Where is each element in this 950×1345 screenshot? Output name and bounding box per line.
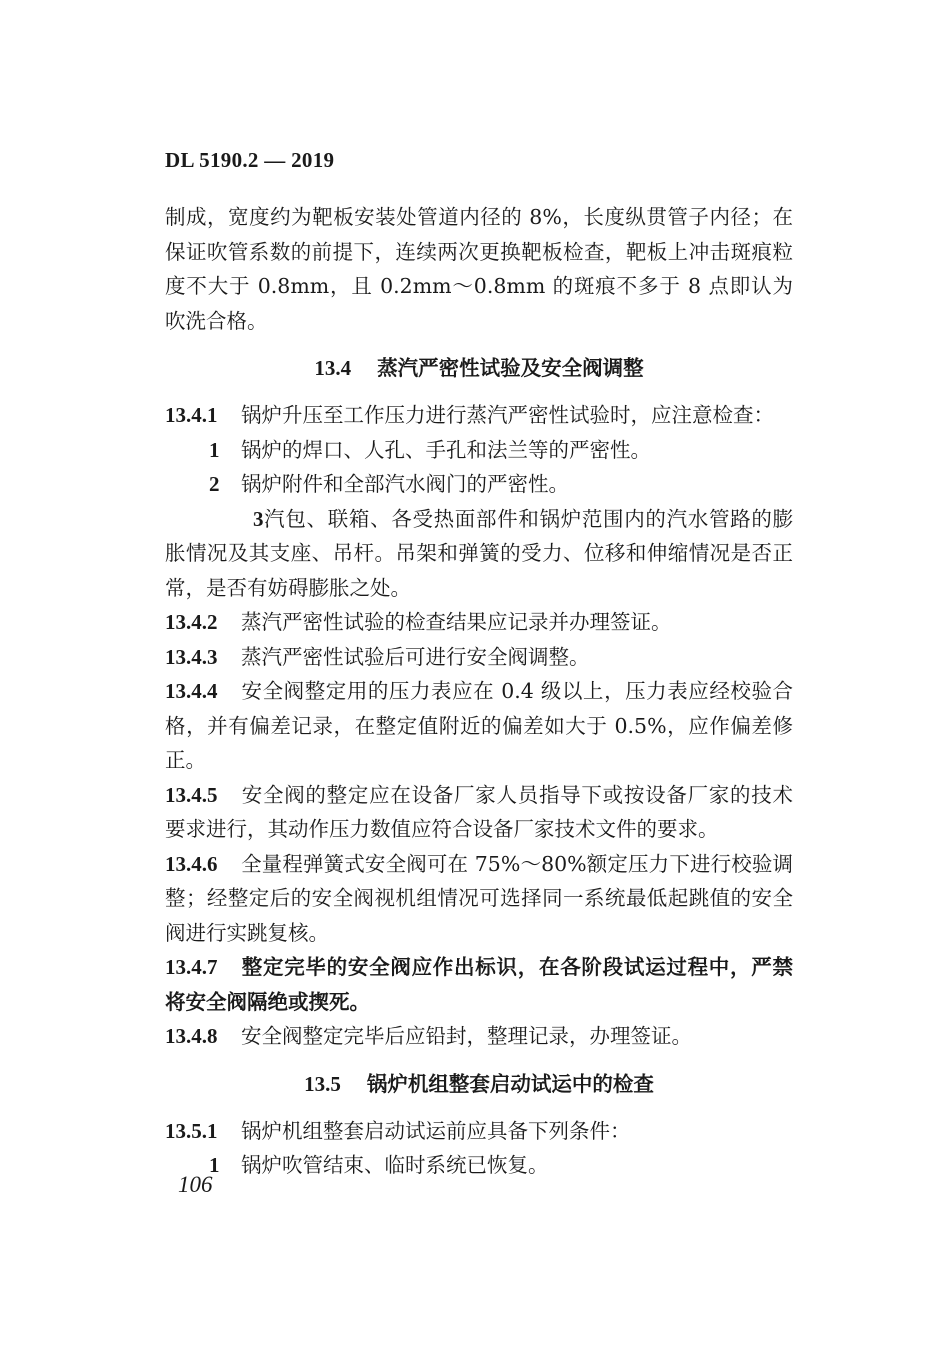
clause-number: 13.4.5: [165, 782, 218, 807]
clause-text: 锅炉机组整套启动试运前应具备下列条件：: [241, 1118, 631, 1143]
list-item-2: [165, 467, 793, 502]
item-text: 锅炉附件和全部汽水阀门的严密性。: [241, 472, 569, 496]
clause-13-4-6: [165, 847, 793, 951]
item-text: 锅炉的焊口、人孔、手孔和法兰等的严密性。: [241, 437, 651, 462]
item-number: 1: [209, 1153, 220, 1177]
clause-number: 13.4.3: [165, 644, 218, 669]
section-number: 13.5: [304, 1071, 341, 1096]
list-item-1: [165, 1148, 793, 1183]
clause-13-4-8: [165, 1019, 793, 1054]
clause-text: 安全阀整定用的压力表应在 0.4 级以上，压力表应经校验合格，并有偏差记录，在整定值附近的偏差如大于 0.5%，应作偏差修正。: [165, 679, 793, 772]
clause-13-4-7: [165, 950, 793, 1019]
clause-text: 安全阀整定完毕后应铅封，整理记录，办理签证。: [241, 1024, 692, 1048]
clause-number: 13.4.7: [165, 955, 218, 979]
clause-13-4-1: [165, 398, 793, 433]
clause-number: 13.5.1: [165, 1118, 218, 1143]
list-item-3: [165, 502, 793, 606]
section-title-text: 锅炉机组整套启动试运中的检查: [366, 1071, 654, 1096]
item-text: 锅炉吹管结束、临时系统已恢复。: [241, 1153, 549, 1177]
clause-number: 13.4.4: [165, 679, 218, 703]
section-heading-13-5: [165, 1067, 793, 1101]
clause-text: 蒸汽严密性试验后可进行安全阀调整。: [241, 644, 590, 669]
section-number: 13.4: [314, 356, 352, 380]
clause-text: 安全阀的整定应在设备厂家人员指导下或按设备厂家的技术要求进行，其动作压力数值应符合设备厂家技术文件的要求。: [165, 782, 793, 841]
standard-code-header: DL 5190.2 — 2019: [165, 148, 335, 172]
clause-number: 13.4.2: [165, 610, 218, 634]
list-item-1: [165, 433, 793, 468]
clause-text: 蒸汽严密性试验的检查结果应记录并办理签证。: [241, 610, 672, 634]
clause-text: 锅炉升压至工作压力进行蒸汽严密性试验时，应注意检查：: [241, 403, 774, 427]
intro-paragraph: 制成，宽度约为靶板安装处管道内径的 8%，长度纵贯管子内径；在保证吹管系数的前提下，连续两次更换靶板检查，靶板上冲击斑痕粒度不大于 0.8mm，且 0.2mm～0.8mm 的斑痕不多于 8 点即认为吹洗合格。: [165, 205, 793, 333]
clause-13-4-2: [165, 605, 793, 640]
clause-text: 全量程弹簧式安全阀可在 75%～80%额定压力下进行校验调整；经整定后的安全阀视机组情况可选择同一系统最低起跳值的安全阀进行实跳复核。: [165, 851, 793, 945]
clause-13-4-3: [165, 640, 793, 675]
clause-13-5-1: [165, 1114, 793, 1149]
section-heading-13-4: [165, 351, 793, 385]
clause-number: 13.4.1: [165, 403, 218, 427]
clause-number: 13.4.8: [165, 1024, 218, 1048]
section-title-text: 蒸汽严密性试验及安全阀调整: [377, 356, 644, 380]
item-text: 汽包、联箱、各受热面部件和锅炉范围内的汽水管路的膨胀情况及其支座、吊杆。吊架和弹簧的受力、位移和伸缩情况是否正常，是否有妨碍膨胀之处。: [165, 506, 793, 600]
item-number: 3: [253, 506, 264, 531]
clause-number: 13.4.6: [165, 851, 218, 876]
item-number: 1: [209, 437, 220, 462]
page-body: [165, 200, 793, 1183]
page-number: 106: [178, 1172, 213, 1197]
clause-13-4-4: [165, 674, 793, 778]
item-number: 2: [209, 472, 220, 496]
clause-13-4-5: [165, 778, 793, 847]
clause-text: 整定完毕的安全阀应作出标识，在各阶段试运过程中，严禁将安全阀隔绝或揳死。: [165, 955, 793, 1014]
